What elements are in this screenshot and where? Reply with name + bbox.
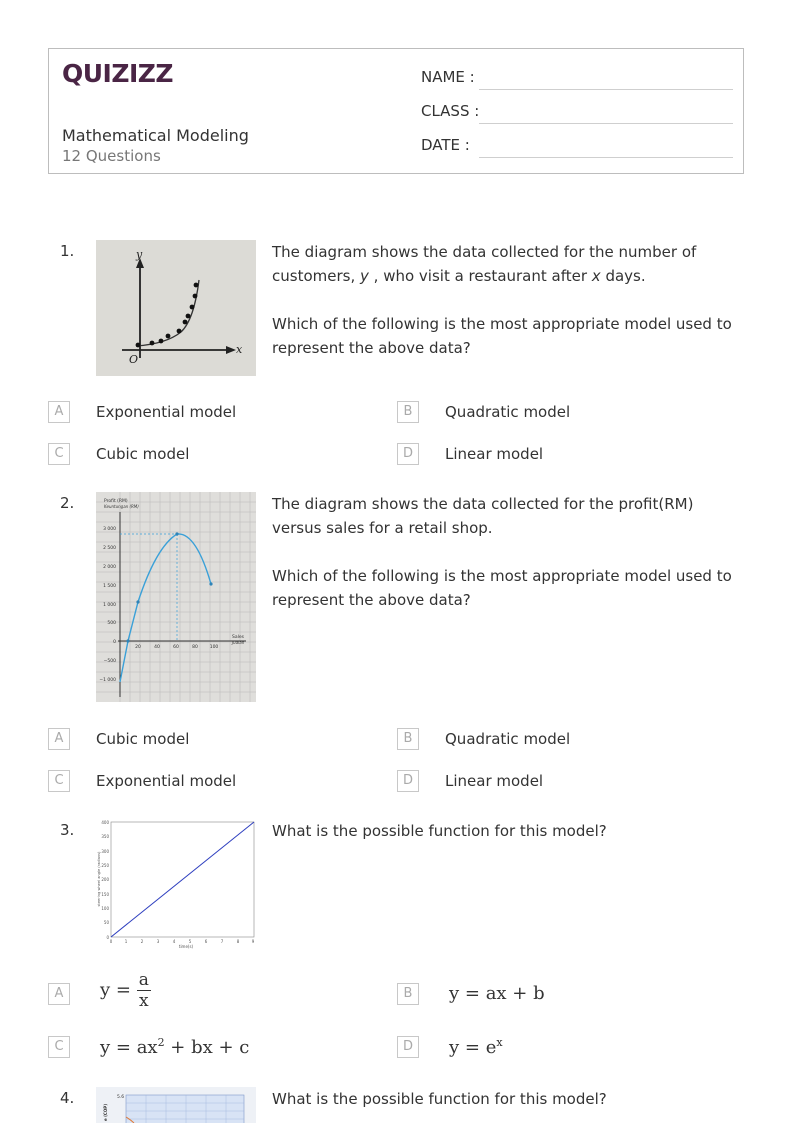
x-tick-label: 1 <box>124 939 128 944</box>
x-tick-label: 100 <box>209 645 219 650</box>
class-line <box>479 123 733 124</box>
option-c-text[interactable]: Exponential model <box>96 772 237 790</box>
y-tick-label: −500 <box>103 659 116 664</box>
x-axis-title: time(s) <box>178 944 194 949</box>
option-d-text[interactable]: Linear model <box>445 445 544 463</box>
option-a-text[interactable]: Cubic model <box>96 730 190 748</box>
y-axis-title: e (COP) <box>103 1103 108 1121</box>
x-axis-title: Sales <box>232 635 244 640</box>
option-b-box[interactable]: B <box>397 728 419 750</box>
question-count: 12 Questions <box>62 147 161 165</box>
option-a-box[interactable]: A <box>48 728 70 750</box>
x-tick-label: 8 <box>236 939 240 944</box>
y-tick-label: 2 500 <box>103 546 116 551</box>
question-number: 3. <box>60 821 75 839</box>
profit-sales-graph-image <box>96 492 256 702</box>
y-tick-label: 1 500 <box>103 584 116 589</box>
option-c-text[interactable]: Cubic model <box>96 445 190 463</box>
quizizz-logo: QUIZIZZ <box>62 59 174 88</box>
y-tick-label: 1 000 <box>103 603 116 608</box>
question-number: 4. <box>60 1089 75 1107</box>
option-d-text[interactable]: Linear model <box>445 772 544 790</box>
x-tick-label: 6 <box>204 939 208 944</box>
y-tick-label: 2 000 <box>103 565 116 570</box>
x-tick-label: 0 <box>109 939 113 944</box>
question-text: What is the possible function for this model? <box>272 822 607 840</box>
y-axis-title: Profit (RM) <box>104 499 128 504</box>
y-tick-label: 200 <box>101 877 109 882</box>
question-number: 2. <box>60 494 75 512</box>
x-tick-label: 5 <box>188 939 192 944</box>
x-tick-label: 7 <box>220 939 224 944</box>
option-d-formula[interactable]: $y = e^x$ <box>449 1036 503 1058</box>
option-a-box[interactable]: A <box>48 983 70 1005</box>
name-label: NAME : <box>421 68 475 86</box>
y-tick-label: 150 <box>101 892 109 897</box>
option-c-box[interactable]: C <box>48 443 70 465</box>
x-tick-label: 2 <box>140 939 144 944</box>
option-b-text[interactable]: Quadratic model <box>445 403 571 421</box>
linear-graph-image <box>96 819 256 949</box>
name-line <box>479 89 733 90</box>
option-a-text[interactable]: Exponential model <box>96 403 237 421</box>
option-b-text[interactable]: Quadratic model <box>445 730 571 748</box>
x-tick-label: 20 <box>135 645 141 650</box>
x-tick-label: 60 <box>173 645 179 650</box>
class-label: CLASS : <box>421 102 480 120</box>
option-b-formula[interactable]: y = ax + b <box>449 983 545 1004</box>
x-tick-label: 40 <box>154 645 160 650</box>
x-tick-label: 9 <box>251 939 255 944</box>
option-c-box[interactable]: C <box>48 770 70 792</box>
y-tick-label: 0 <box>106 935 109 940</box>
worksheet-title: Mathematical Modeling <box>62 126 249 145</box>
y-tick-label: 350 <box>101 834 109 839</box>
y-tick-label: 300 <box>101 849 109 854</box>
date-label: DATE : <box>421 136 470 154</box>
date-line <box>479 157 733 158</box>
option-c-box[interactable]: C <box>48 1036 70 1058</box>
option-d-box[interactable]: D <box>397 770 419 792</box>
y-tick-label: 500 <box>107 621 116 626</box>
cop-graph-image <box>96 1087 256 1123</box>
x-tick-label: 3 <box>156 939 160 944</box>
option-b-box[interactable]: B <box>397 983 419 1005</box>
question-text: The diagram shows the data collected for the number of customers, y , who visit a restaurant after x days. Which of the following is the most appropriate model used to represent the above data? <box>272 243 732 357</box>
y-axis-subtitle: Keuntungan (RM) <box>104 504 139 509</box>
option-d-box[interactable]: D <box>397 443 419 465</box>
question-text: The diagram shows the data collected for the profit(RM) versus sales for a retail shop. Which of the following is the most appropriate model used to represent the above data? <box>272 495 732 609</box>
x-axis-subtitle: Jualan <box>232 640 245 645</box>
option-b-box[interactable]: B <box>397 401 419 423</box>
option-d-box[interactable]: D <box>397 1036 419 1058</box>
option-c-formula[interactable]: $y = ax^2$ + bx + c <box>100 1036 250 1058</box>
origin-label: O <box>129 353 139 366</box>
y-tick-label: 50 <box>103 920 109 925</box>
option-a-box[interactable]: A <box>48 401 70 423</box>
question-number: 1. <box>60 242 75 260</box>
worksheet-header <box>48 48 744 174</box>
question-text: What is the possible function for this model? <box>272 1090 607 1108</box>
y-axis-title: steering wheel angle (radians) <box>97 851 101 907</box>
x-tick-label: 4 <box>172 939 176 944</box>
x-tick-label: 80 <box>192 645 198 650</box>
x-axis-label: x <box>236 343 243 356</box>
y-tick-label: 5.6 <box>117 1095 125 1100</box>
y-tick-label: 100 <box>101 906 109 911</box>
y-tick-label: −1 000 <box>99 678 116 683</box>
y-tick-label: 250 <box>101 863 109 868</box>
y-axis-label: y <box>136 248 143 261</box>
y-tick-label: 3 000 <box>103 527 116 532</box>
y-tick-label: 400 <box>101 820 109 825</box>
option-a-formula[interactable]: y = $\frac{a}{x}$ <box>100 970 149 1011</box>
exponential-scatter-image <box>96 240 256 376</box>
y-tick-label: 0 <box>113 640 116 645</box>
